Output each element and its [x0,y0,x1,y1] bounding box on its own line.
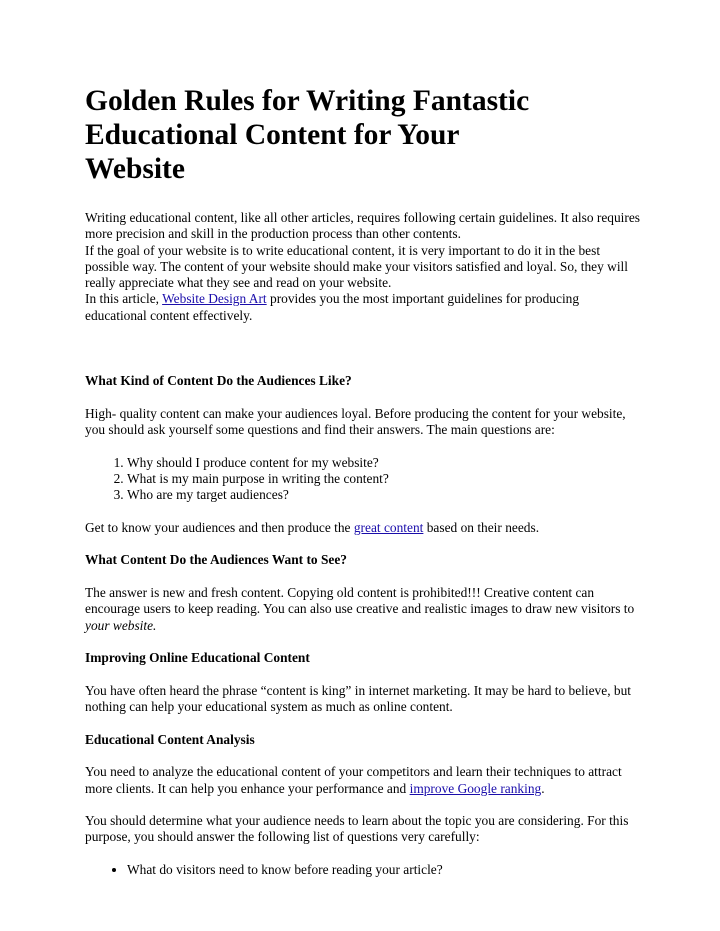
questions-numbered-list [85,455,640,504]
spacer [85,846,640,862]
spacer [85,666,640,682]
page-title: Golden Rules for Writing Fantastic Educational Content for Your Website [85,85,530,185]
spacer [85,634,640,650]
section4-text-before-link: You need to analyze the educational content of your competitors and learn their techniques to attract more clients. It can help you enhance your performance and [85,764,622,796]
website-design-art-link[interactable]: Website Design Art [162,291,267,307]
list-item: 3. Who are my target audiences? [127,487,640,503]
spacer [85,389,640,405]
intro-paragraph-3 [85,291,640,324]
section1-after-paragraph [85,520,640,536]
section4-paragraph-1 [85,764,640,797]
spacer [85,797,640,813]
spacer [85,438,640,454]
section2-paragraph [85,585,640,634]
section3-paragraph: You have often heard the phrase “content is king” in internet marketing. It may be hard to believe, but nothing can help your educational system as much as online content. [85,682,632,715]
intro-text-after-link: provides you the most important guidelines for producing educational content effectively. [85,291,580,323]
section-heading-audience-likes: What Kind of Content Do the Audiences Like? [85,373,352,389]
intro-paragraph-1: Writing educational content, like all other articles, requires following certain guidelines. It also requires more precision and skill in the production process than other contents. [85,210,640,242]
spacer [85,715,640,731]
section-heading-improving-content: Improving Online Educational Content [85,650,310,666]
section4-paragraph-2: You should determine what your audience needs to learn about the topic you are considering. For this purpose, you should answer the following list of questions very carefully: [85,813,629,845]
section-heading-audience-wants: What Content Do the Audiences Want to See? [85,552,347,568]
section2-text: The answer is new and fresh content. Copying old content is prohibited!!! Creative content can encourage users to keep reading. You can also use creative and realistic images to draw new visitors to [85,584,635,617]
section1-paragraph: High- quality content can make your audiences loyal. Before producing the content for your website, you should ask yourself some questions and find their answers. The main questions are: [85,405,626,437]
after-text-before-link: Get to know your audiences and then produce the [85,519,354,535]
intro-text-before-link: In this article, [85,291,163,307]
spacer [85,503,640,519]
section2-italic-text: your website. [85,617,157,633]
section4-text-after-link: . [541,780,545,796]
intro-paragraph-2: If the goal of your website is to write educational content, it is very important to do it in the best possible way. The content of your website should make your visitors satisfied and loyal. So, they will really appreciate what they see and read on your website. [85,242,628,291]
spacer [85,536,640,552]
after-text-after-link: based on their needs. [423,519,540,535]
questions-bullet-list [85,862,640,878]
spacer [85,324,640,373]
bullet-item: • What do visitors need to know before reading your article? [127,862,640,878]
spacer [85,748,640,764]
improve-google-ranking-link[interactable]: improve Google ranking [409,780,542,796]
list-item: 2. What is my main purpose in writing the content? [127,471,640,487]
great-content-link[interactable]: great content [353,519,424,535]
spacer [85,569,640,585]
section-heading-content-analysis: Educational Content Analysis [85,731,255,747]
list-item: 1. Why should I produce content for my website? [127,455,640,471]
